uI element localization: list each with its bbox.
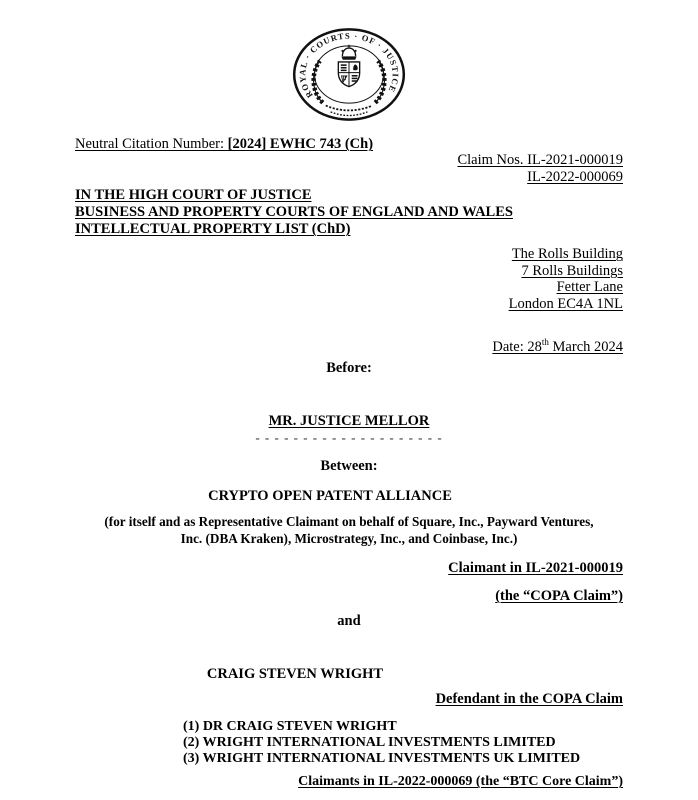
claim-numbers-block [75,152,623,185]
defendant-name: CRAIG STEVEN WRIGHT [206,666,384,682]
and-separator: and [337,613,361,629]
neutral-citation-value: [2024] EWHC 743 (Ch) [227,136,374,152]
address-line-4: London EC4A 1NL [508,295,623,312]
btc-claimant-2: (2) WRIGHT INTERNATIONAL INVESTMENTS LIMITED [183,735,556,750]
copa-claim-alias: (the “COPA Claim”) [495,588,623,604]
address-line-2: 7 Rolls Buildings [521,262,623,279]
claimant-name: CRYPTO OPEN PATENT ALLIANCE [208,488,452,504]
address-line-1: The Rolls Building [511,246,623,262]
btc-claimant-1: (1) DR CRAIG STEVEN WRIGHT [183,719,397,734]
court-heading-line-2: BUSINESS AND PROPERTY COURTS OF ENGLAND AND WALES [75,204,513,220]
between-label: Between: [320,458,378,474]
date-suffix: March 2024 [548,339,623,355]
date-ordinal-superscript: th [541,337,549,348]
claimant-description-line-1: (for itself and as Representative Claimant on behalf of Square, Inc., Payward Ventures, [104,514,594,529]
motto-band-icon [326,106,373,116]
court-heading-block [75,187,623,238]
date-prefix: Date: 28 [492,339,542,355]
btc-claimant-3: (3) WRIGHT INTERNATIONAL INVESTMENTS UK LIMITED [183,751,581,766]
seal-circular-text: ROYAL · COURTS · OF · JUSTICE [297,30,401,100]
btc-core-claimants-list [75,719,623,767]
seal-row [75,27,623,124]
before-label: Before: [326,360,372,376]
neutral-citation-line [75,136,623,152]
court-heading-line-1: IN THE HIGH COURT OF JUSTICE [75,187,312,203]
claimant-description [75,513,623,547]
judgment-date-line [75,339,623,355]
page-content [0,27,698,790]
crown-icon [342,45,357,60]
court-heading-line-3: INTELLECTUAL PROPERTY LIST (ChD) [75,221,351,237]
claim-number-line-2: IL-2022-000069 [527,168,623,185]
judge-name: MR. JUSTICE MELLOR [268,413,430,429]
defendant-designation: Defendant in the COPA Claim [435,691,623,707]
court-address-block [75,246,623,312]
dashed-divider: - - - - - - - - - - - - - - - - - - - - [255,430,443,445]
claimant-designation: Claimant in IL-2021-000019 [448,560,623,576]
royal-arms-shield-icon [338,62,359,87]
address-line-3: Fetter Lane [556,279,623,295]
btc-core-designation: Claimants in IL-2022-000069 (the “BTC Core Claim”) [298,774,623,789]
claim-number-line-1: Claim Nos. IL-2021-000019 [457,152,623,168]
claimant-description-line-2: Inc. (DBA Kraken), Microstrategy, Inc., and Coinbase, Inc.) [180,531,518,546]
neutral-citation-label: Neutral Citation Number: [75,136,228,152]
royal-courts-of-justice-seal-icon [290,27,408,124]
